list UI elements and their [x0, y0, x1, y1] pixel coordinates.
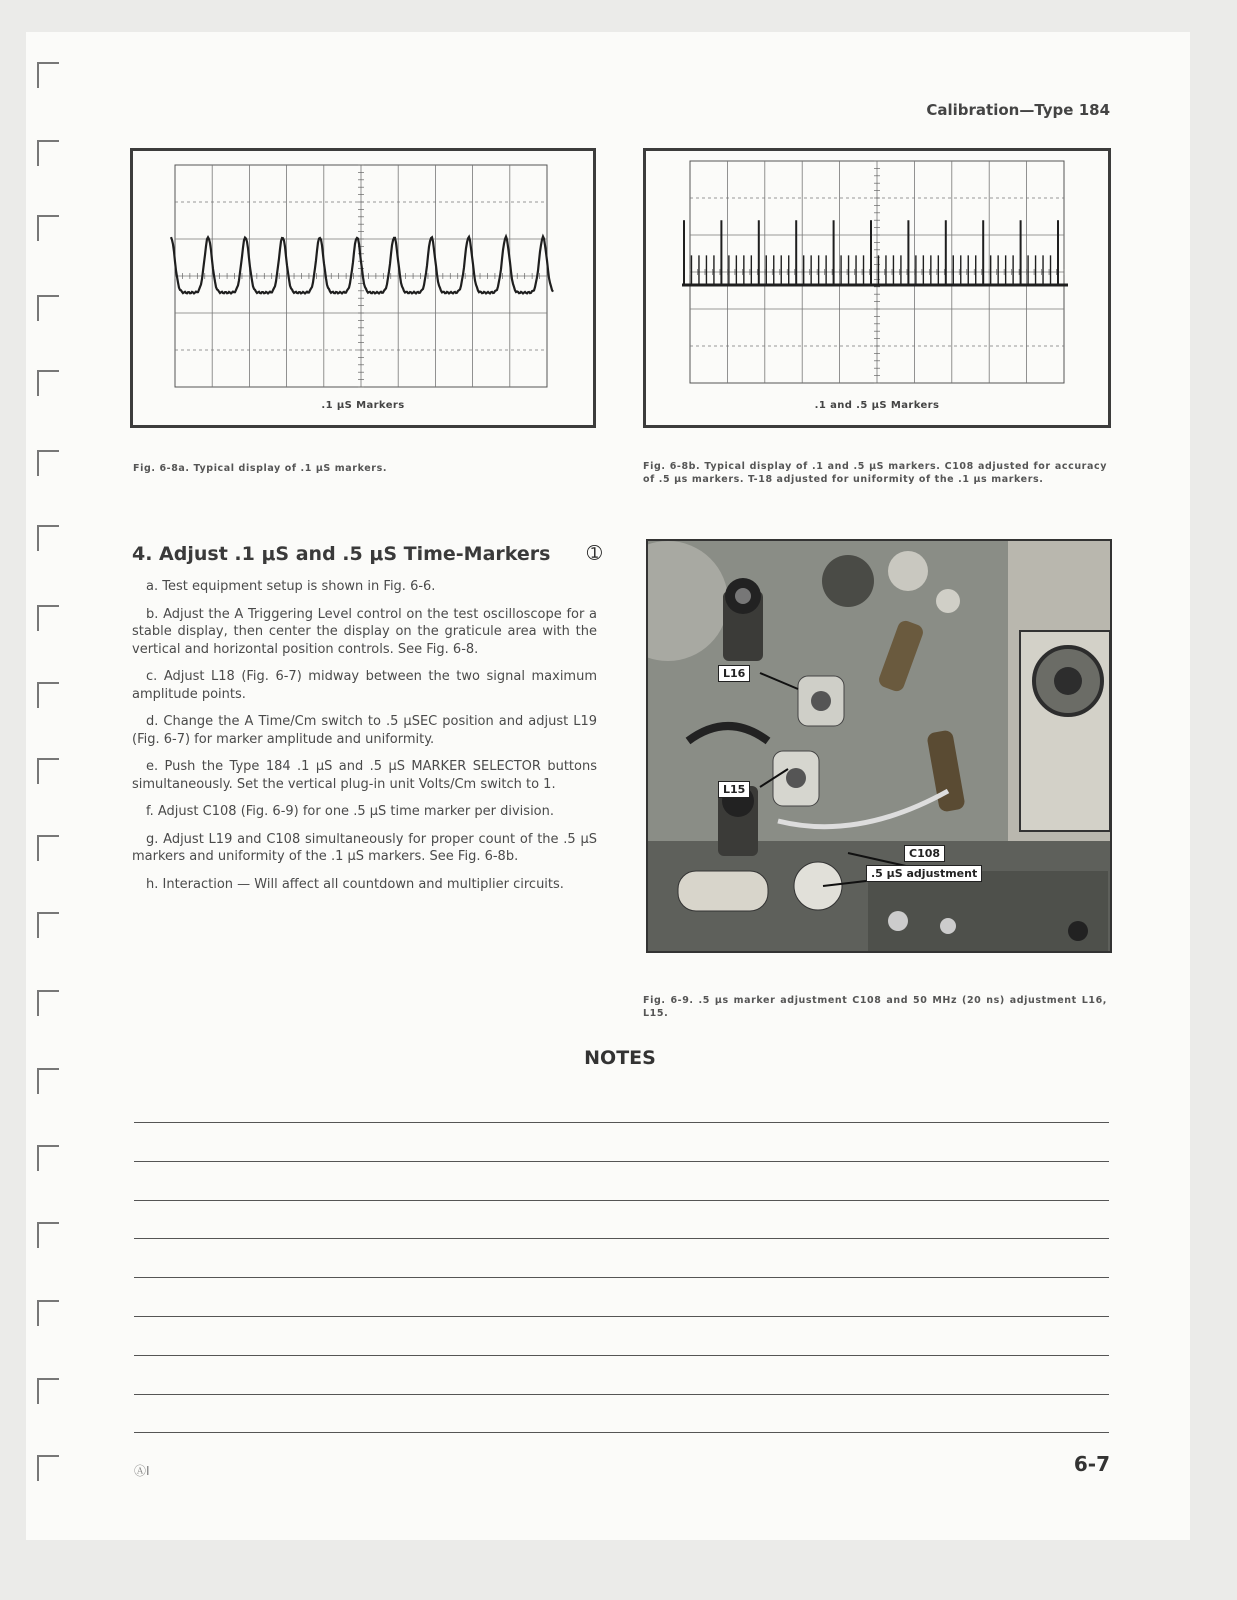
binder-tab-mark — [37, 1300, 59, 1326]
binder-tab-mark — [37, 758, 59, 784]
step-h: h. Interaction — Will affect all countdown and multiplier circuits. — [146, 876, 564, 892]
binder-tab-mark — [37, 1378, 59, 1404]
step-a: a. Test equipment setup is shown in Fig. 6-6. — [146, 579, 436, 594]
marker-trace-a — [171, 237, 553, 294]
binder-tab-mark — [37, 370, 59, 396]
step-b: b. Adjust the A Triggering Level control on the test oscilloscope for a stable display, then center the display on the graticule area with the vertical and horizontal position controls. See Fig. 6-8. — [132, 606, 597, 657]
page-number: 6-7 — [1073, 1452, 1110, 1476]
note-line — [134, 1277, 1109, 1278]
binder-tab-mark — [37, 682, 59, 708]
section-marker-symbol: ➀ — [586, 543, 602, 564]
binder-tab-mark — [37, 1145, 59, 1171]
binder-tab-mark — [37, 605, 59, 631]
caption-fig-6-8a: Fig. 6-8a. Typical display of .1 μS markers. — [133, 463, 388, 474]
binder-tab-mark — [37, 295, 59, 321]
section-heading-text: 4. Adjust .1 μS and .5 μS Time-Markers — [132, 543, 551, 565]
binder-tab-mark — [37, 450, 59, 476]
photo-label-l16: L16 — [718, 665, 750, 682]
photo-label-adjustment: .5 μS adjustment — [866, 865, 982, 882]
section-heading — [132, 543, 602, 565]
caption-fig-6-9: Fig. 6-9. .5 μs marker adjustment C108 and 50 MHz (20 ns) adjustment L16, L15. — [643, 995, 1107, 1019]
scope-label-fig-6-8b: .1 and .5 μS Markers — [814, 400, 940, 411]
caption-fig-6-8b: Fig. 6-8b. Typical display of .1 and .5 μS markers. C108 adjusted for accuracy of .5 μs markers. T-18 adjusted for uniformity of the .1 μs markers. — [643, 461, 1107, 485]
scope-graticule-b — [646, 151, 1108, 425]
note-line — [134, 1238, 1109, 1239]
note-line — [134, 1316, 1109, 1317]
binder-tab-mark — [37, 1455, 59, 1481]
step-c: c. Adjust L18 (Fig. 6-7) midway between the two signal maximum amplitude points. — [132, 669, 597, 702]
notes-title: NOTES — [584, 1047, 656, 1069]
photo-label-c108: C108 — [904, 845, 945, 862]
note-line — [134, 1355, 1109, 1356]
binder-tab-mark — [37, 1222, 59, 1248]
photo-label-l15: L15 — [718, 781, 750, 798]
binder-tab-mark — [37, 1068, 59, 1094]
footer-mark: ⒶI — [134, 1464, 150, 1478]
circuit-photo-illustration — [648, 541, 1110, 951]
running-title: Calibration—Type 184 — [926, 101, 1110, 119]
scope-label-fig-6-8a: .1 μS Markers — [321, 400, 405, 411]
scope-display-fig-6-8b — [643, 148, 1111, 428]
step-f: f. Adjust C108 (Fig. 6-9) for one .5 μS time marker per division. — [146, 804, 555, 819]
binder-tab-mark — [37, 140, 59, 166]
note-line — [134, 1432, 1109, 1433]
scope-graticule-a — [133, 151, 593, 425]
circuit-photo-fig-6-9 — [646, 539, 1112, 953]
binder-tab-mark — [37, 525, 59, 551]
binder-tab-mark — [37, 62, 59, 88]
binder-tab-mark — [37, 835, 59, 861]
binder-tab-mark — [37, 912, 59, 938]
step-d: d. Change the A Time/Cm switch to .5 μSEC position and adjust L19 (Fig. 6-7) for marker amplitude and uniformity. — [132, 714, 597, 747]
procedure-steps — [132, 578, 597, 903]
binder-tab-mark — [37, 990, 59, 1016]
step-g: g. Adjust L19 and C108 simultaneously for proper count of the .5 μS markers and uniformity of the .1 μS markers. See Fig. 6-8b. — [132, 831, 597, 864]
binder-tab-mark — [37, 215, 59, 241]
note-line — [134, 1200, 1109, 1201]
note-line — [134, 1394, 1109, 1395]
note-line — [134, 1161, 1109, 1162]
note-line — [134, 1122, 1109, 1123]
step-e: e. Push the Type 184 .1 μS and .5 μS MARKER SELECTOR buttons simultaneously. Set the vertical plug-in unit Volts/Cm switch to 1. — [132, 759, 597, 792]
scope-display-fig-6-8a — [130, 148, 596, 428]
